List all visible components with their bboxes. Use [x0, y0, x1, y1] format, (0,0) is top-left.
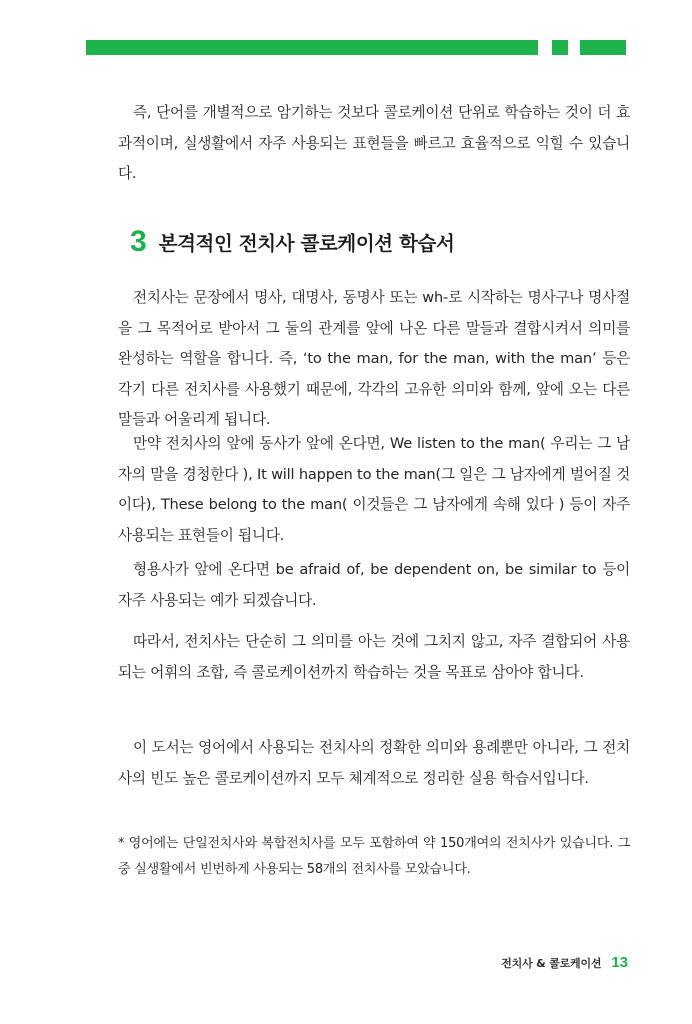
footnote: * 영어에는 단일전치사와 복합전치사를 모두 포함하여 약 150개여의 전치사가 있습니다. 그중 실생활에서 빈번하게 사용되는 58개의 전치사를 모았습니다. — [118, 836, 630, 877]
section-title: 본격적인 전치사 콜로케이션 학습서 — [158, 232, 455, 255]
page-number: 13 — [611, 954, 628, 971]
body-paragraph-4: 따라서, 전치사는 단순히 그 의미를 아는 것에 그치지 않고, 자주 결합되어 사용되는 어휘의 조합, 즉 콜로케이션까지 학습하는 것을 목표로 삼아야 합니다. — [118, 633, 630, 681]
body-paragraph-1: 전치사는 문장에서 명사, 대명사, 동명사 또는 wh-로 시작하는 명사구나 명사절을 그 목적어로 받아서 그 둘의 관계를 앞에 나온 다른 말들과 결합시켜서 의미를 완성하는 역할을 합니다. 즉, ‘to the man, for the man, with the man’ 등은 각기 다른 전치사를 사용했기 때문에, 각각의 고유한 의미와 함께, 앞에 오는 다른 말들과 어울리게 됩니다. — [118, 289, 630, 428]
body-paragraph-3: 형용사가 앞에 온다면 be afraid of, be dependent on, be similar to 등이 자주 사용되는 예가 되겠습니다. — [118, 561, 630, 609]
intro-paragraph: 즉, 단어를 개별적으로 암기하는 것보다 콜로케이션 단위로 학습하는 것이 더 효과적이며, 실생활에서 자주 사용되는 표현들을 빠르고 효율적으로 익힐 수 있습니다. — [118, 104, 630, 182]
section-number: 3 — [130, 225, 147, 258]
running-title: 전치사 & 콜로케이션 — [501, 957, 602, 970]
header-accent-bar — [86, 40, 538, 55]
body-paragraph-2: 만약 전치사의 앞에 동사가 앞에 온다면, We listen to the man( 우리는 그 남자의 말을 경청한다 ), It will happen to the man(그 일은 그 남자에게 벌어질 것이다), These belong to the man( 이것들은 그 남자에게 속해 있다 ) 등이 자주 사용되는 표현들이 됩니다. — [118, 435, 630, 544]
page-footer — [501, 954, 628, 971]
header-accent-end-bar — [580, 40, 626, 55]
header-accent-square — [552, 40, 568, 55]
body-paragraph-5: 이 도서는 영어에서 사용되는 전치사의 정확한 의미와 용례뿐만 아니라, 그 전치사의 빈도 높은 콜로케이션까지 모두 체계적으로 정리한 실용 학습서입니다. — [118, 739, 630, 787]
section-heading — [130, 225, 454, 259]
